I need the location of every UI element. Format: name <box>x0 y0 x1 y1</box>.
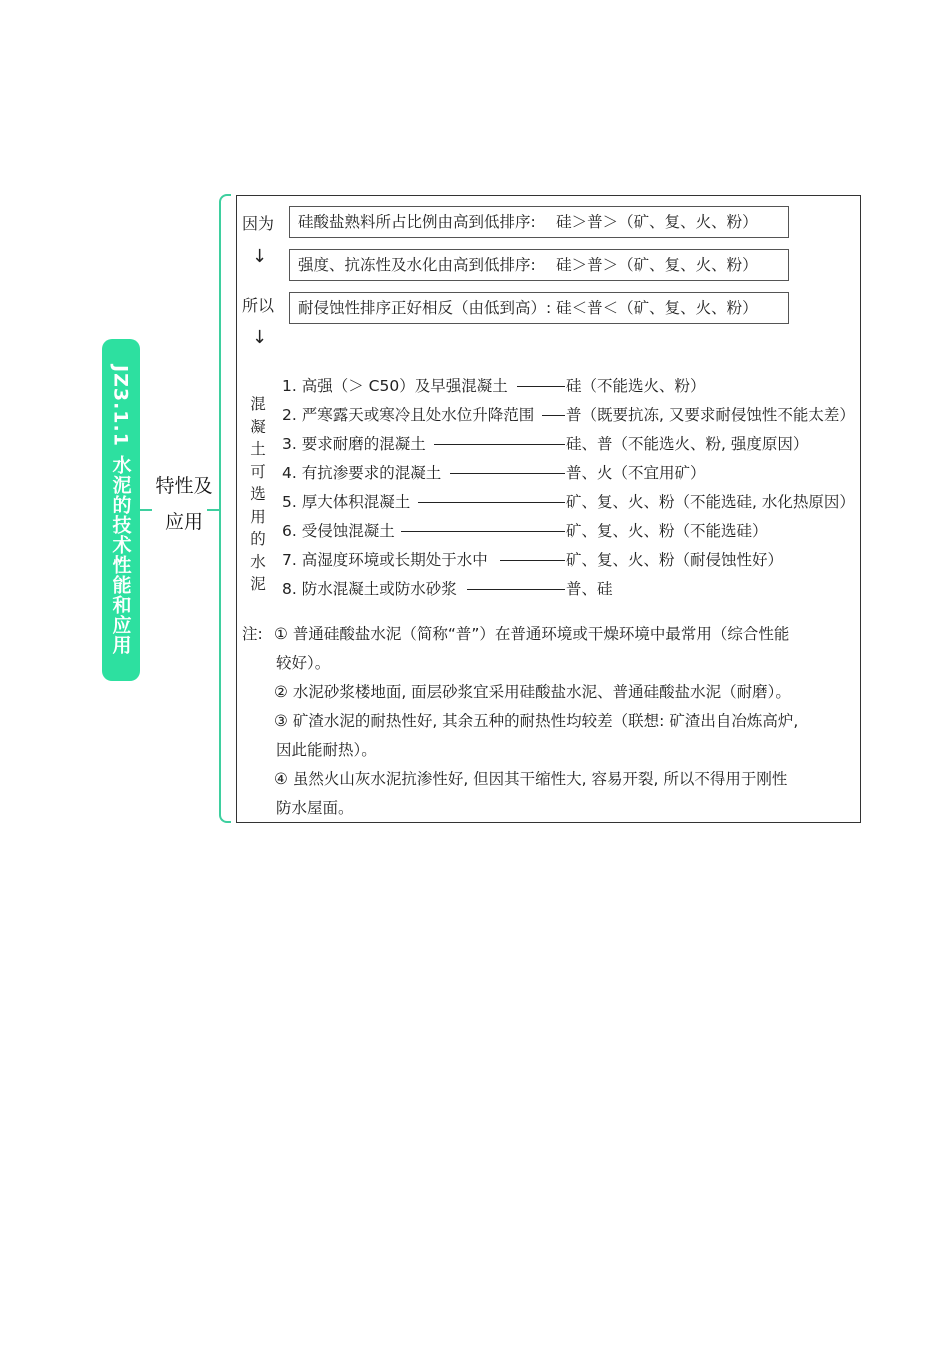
leader-line <box>542 415 565 416</box>
corrosion-box: 耐侵蚀性排序正好相反（由低到高）: 硅＜普＜（矿、复、火、粉） <box>289 292 789 324</box>
concrete-type-item: 3. 要求耐磨的混凝土 <box>282 435 426 453</box>
branch-label <box>150 468 218 540</box>
label-char: 泥 <box>250 575 266 593</box>
note-line: ③ 矿渣水泥的耐热性好, 其余五种的耐热性均较差（联想: 矿渣出自冶炼高炉, <box>274 712 799 730</box>
concrete-type-item: 7. 高湿度环境或长期处于水中 <box>282 551 488 569</box>
leader-line <box>434 444 565 445</box>
note-line: 防水屋面。 <box>276 799 354 817</box>
note-line: ① 普通硅酸盐水泥（简称“普”）在普通环境或干燥环境中最常用（综合性能 <box>274 625 790 643</box>
bracket <box>219 194 231 823</box>
concrete-type-item: 8. 防水混凝土或防水砂浆 <box>282 580 457 598</box>
note-line: ④ 虽然火山灰水泥抗渗性好, 但因其干缩性大, 容易开裂, 所以不得用于刚性 <box>274 770 788 788</box>
label-char: 用 <box>250 507 266 526</box>
concrete-type-item: 2. 严寒露天或寒冷且处水位升降范围 <box>282 406 535 424</box>
topic-title: JZ3.1.1 水泥的技术性能和应用 <box>109 365 132 655</box>
therefore-label: 所以 <box>242 296 275 315</box>
leader-line <box>467 589 565 590</box>
cement-usage: 普（既要抗冻, 又要求耐侵蚀性不能太差） <box>566 406 855 424</box>
cement-usage: 硅（不能选火、粉） <box>566 377 706 395</box>
strength-box: 强度、抗冻性及水化由高到低排序: 硅＞普＞（矿、复、火、粉） <box>289 249 789 281</box>
label-char: 混 <box>250 395 266 413</box>
concrete-type-item: 5. 厚大体积混凝土 <box>282 493 411 511</box>
topic-title-pill <box>102 339 140 681</box>
label-char: 选 <box>250 485 266 503</box>
label-char: 可 <box>250 462 266 481</box>
leader-line <box>401 531 565 532</box>
concrete-cement-label <box>248 393 268 596</box>
leader-line <box>450 473 565 474</box>
leader-line <box>418 502 565 503</box>
cement-usage: 普、硅 <box>566 580 613 598</box>
leader-line <box>500 560 565 561</box>
note-line: 较好）。 <box>276 654 331 672</box>
down-arrow-icon: ↓ <box>252 246 268 267</box>
label-char: 水 <box>250 552 266 571</box>
cement-usage: 矿、复、火、粉（不能选硅, 水化热原因） <box>566 493 855 511</box>
notes-prefix: 注: <box>242 625 263 643</box>
note-line: ② 水泥砂浆楼地面, 面层砂浆宜采用硅酸盐水泥、普通硅酸盐水泥（耐磨）。 <box>274 683 791 701</box>
concrete-type-item: 6. 受侵蚀混凝土 <box>282 522 395 540</box>
concrete-type-item: 4. 有抗渗要求的混凝土 <box>282 464 442 482</box>
cement-usage: 矿、复、火、粉（不能选硅） <box>566 522 768 540</box>
note-line: 因此能耐热）。 <box>276 741 377 759</box>
label-char: 凝 <box>250 417 266 436</box>
cement-usage: 硅、普（不能选火、粉, 强度原因） <box>566 435 809 453</box>
branch-label-line2: 应用 <box>164 511 203 533</box>
ratio-box: 硅酸盐熟料所占比例由高到低排序: 硅＞普＞（矿、复、火、粉） <box>289 206 789 238</box>
branch-label-line1: 特性及 <box>155 475 213 497</box>
concrete-type-item: 1. 高强（＞ C50）及早强混凝土 <box>282 377 508 395</box>
cement-usage: 普、火（不宜用矿） <box>566 464 706 482</box>
label-char: 土 <box>250 440 266 458</box>
label-char: 的 <box>250 530 266 548</box>
down-arrow-icon: ↓ <box>252 327 268 348</box>
because-label: 因为 <box>242 214 275 233</box>
leader-line <box>517 386 565 387</box>
cement-usage: 矿、复、火、粉（耐侵蚀性好） <box>566 551 784 569</box>
